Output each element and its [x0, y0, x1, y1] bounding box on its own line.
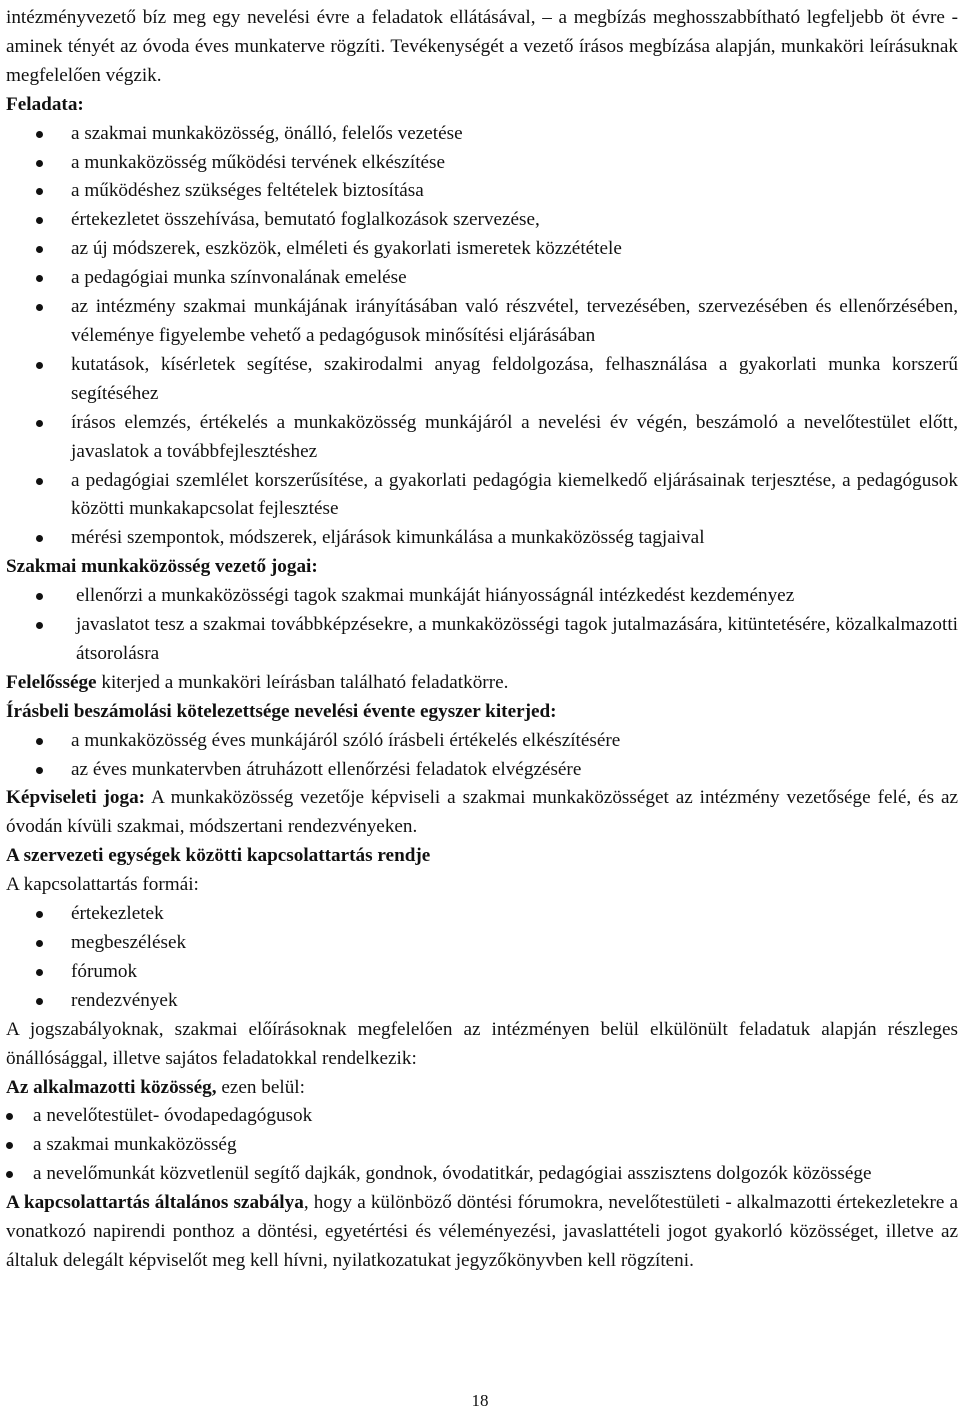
list-item: az új módszerek, eszközök, elméleti és gyakorlati ismeretek közzététele	[6, 235, 958, 264]
bullet-icon	[36, 293, 44, 322]
list-item: a nevelőmunkát közvetlenül segítő dajkák, gondnok, óvodatitkár, pedagógiai asszisztens dolgozók közössége	[6, 1160, 958, 1189]
beszamolas-heading: Írásbeli beszámolási kötelezettsége nevelési évente egyszer kiterjed:	[6, 700, 557, 722]
feladata-list	[6, 120, 958, 554]
bullet-icon	[36, 987, 44, 1016]
list-item: a pedagógiai szemlélet korszerűsítése, a gyakorlati pedagógia kiemelkedő eljárásainak terjesztése, a pedagógusok közötti munkakapcsolat fejlesztése	[6, 467, 958, 525]
bullet-icon	[36, 177, 44, 206]
list-item: a szakmai munkaközösség	[6, 1131, 958, 1160]
bullet-icon	[36, 929, 44, 958]
list-item: kutatások, kísérletek segítése, szakirodalmi anyag feldolgozása, felhasználása a gyakorlati munka korszerű segítéséhez	[6, 351, 958, 409]
list-item: a munkaközösség éves munkájáról szóló írásbeli értékelés elkészítésére	[6, 727, 958, 756]
list-item: az intézmény szakmai munkájának irányításában való részvétel, tervezésében, szervezésében és ellenőrzésében, véleménye figyelembe vehető a pedagógusok minősítési eljárásában	[6, 293, 958, 351]
jogai-list	[6, 582, 958, 669]
bullet-icon	[36, 756, 44, 785]
bullet-icon	[36, 409, 44, 438]
list-item: ellenőrzi a munkaközösségi tagok szakmai munkáját hiányosságnál intézkedést kezdeményez	[6, 582, 958, 611]
felelosseg-paragraph: Felelőssége kiterjed a munkaköri leírásban található feladatkörre.	[6, 671, 509, 693]
list-item: az éves munkatervben átruházott ellenőrzési feladatok elvégzésére	[6, 756, 958, 785]
bullet-icon	[36, 958, 44, 987]
list-item: megbeszélések	[6, 929, 958, 958]
page-number: 18	[471, 1391, 489, 1410]
list-item: mérési szempontok, módszerek, eljárások kimunkálása a munkaközösség tagjaival	[6, 524, 958, 553]
bullet-icon	[36, 235, 44, 264]
kapcsolattartas-forms-list	[6, 900, 958, 1016]
list-item: írásos elemzés, értékelés a munkaközösség munkájáról a nevelési év végén, beszámoló a nevelőtestület előtt, javaslatok a továbbfejlesztéshez	[6, 409, 958, 467]
bullet-icon	[36, 149, 44, 178]
list-item: fórumok	[6, 958, 958, 987]
bullet-icon	[36, 582, 44, 611]
bullet-icon	[36, 524, 44, 553]
list-item: javaslatot tesz a szakmai továbbképzésekre, a munkaközösségi tagok jutalmazására, kitüntetésére, közalkalmazotti átsorolásra	[6, 611, 958, 669]
list-item: a munkaközösség működési tervének elkészítése	[6, 149, 958, 178]
intro-paragraph: intézményvezető bíz meg egy nevelési évre a feladatok ellátásával, – a megbízás meghosszabbítható legfeljebb öt évre - aminek tényét az óvoda éves munkaterve rögzíti. Tevékenységét a vezető írásos megbízása alapján, munkaköri leírásuknak megfelelően végzik.	[6, 7, 958, 86]
jogai-heading: Szakmai munkaközösség vezető jogai:	[6, 556, 318, 578]
bullet-icon	[36, 120, 44, 149]
bullet-icon	[6, 1102, 14, 1131]
list-item: a működéshez szükséges feltételek biztosítása	[6, 177, 958, 206]
list-item: rendezvények	[6, 987, 958, 1016]
bullet-icon	[36, 900, 44, 929]
bullet-icon	[36, 351, 44, 380]
bullet-icon	[36, 206, 44, 235]
kepviselet-paragraph: Képviseleti joga: A munkaközösség vezetője képviseli a szakmai munkaközösséget az intézmény vezetősége felé, és az óvodán kívüli szakmai, módszertani rendezvényeken.	[6, 787, 958, 838]
bullet-icon	[36, 264, 44, 293]
list-item: a pedagógiai munka színvonalának emelése	[6, 264, 958, 293]
bullet-icon	[36, 467, 44, 496]
feladata-heading: Feladata:	[6, 93, 84, 115]
bullet-icon	[36, 611, 44, 640]
kapcsolattartas-paragraph: A jogszabályoknak, szakmai előírásoknak megfelelően az intézményen belül elkülönült feladatuk alapján részleges önállósággal, illetve sajátos feladatokkal rendelkezik:	[6, 1018, 958, 1069]
list-item: értekezletek	[6, 900, 958, 929]
beszamolas-list	[6, 727, 958, 785]
szabaly-paragraph: A kapcsolattartás általános szabálya, hogy a különböző döntési fórumokra, nevelőtestületi - alkalmazotti értekezletekre a vonatkozó napirendi ponthoz a döntési, egyetértési és véleményezési, javaslattételi jogot gyakorló közösséget, illetve az általuk delegált képviselőt meg kell hívni, nyilatkozatukat jegyzőkönyvben kell rögzíteni.	[6, 1192, 959, 1271]
list-item: a szakmai munkaközösség, önálló, felelős vezetése	[6, 120, 958, 149]
bullet-icon	[6, 1160, 14, 1189]
kapcsolattartas-heading: A szervezeti egységek közötti kapcsolattartás rendje	[6, 845, 431, 867]
list-item: a nevelőtestület- óvodapedagógusok	[6, 1102, 958, 1131]
kapcsolattartas-forms-label: A kapcsolattartás formái:	[6, 874, 199, 896]
alkalmazotti-heading: Az alkalmazotti közösség, ezen belül:	[6, 1076, 305, 1098]
alkalmazotti-list	[6, 1102, 958, 1189]
bullet-icon	[6, 1131, 14, 1160]
list-item: értekezletet összehívása, bemutató foglalkozások szervezése,	[6, 206, 958, 235]
bullet-icon	[36, 727, 44, 756]
document-page	[6, 4, 958, 1276]
